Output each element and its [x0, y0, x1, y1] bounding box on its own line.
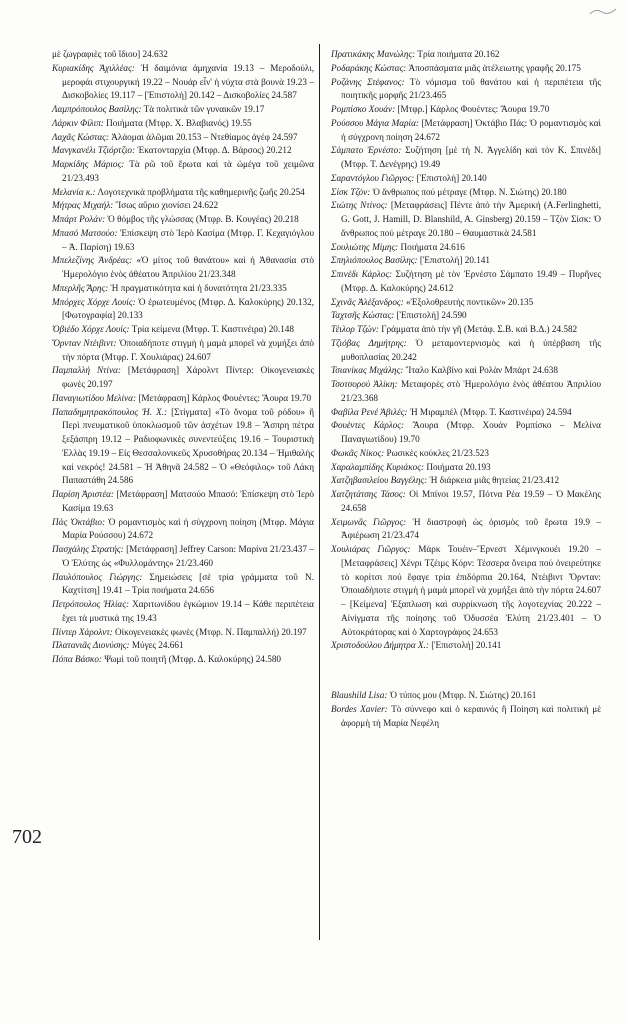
entry-text: Τὰ πολιτικὰ τῶν γυναικῶν 19.17: [143, 104, 265, 114]
entry-text: Ὁ ἐρωτευμένος (Μτφρ. Δ. Καλοκύρης) 20.132, [Φωτογραφία] 20.133: [62, 296, 315, 321]
author-name: Παρίση Ἀριστέα:: [52, 489, 114, 499]
author-name: Blaushild Lisa:: [331, 690, 388, 700]
index-entry: [52, 392, 314, 406]
author-name: Μπασό Ματσούο:: [52, 227, 118, 238]
index-entry: [331, 254, 601, 268]
author-name: Πλατανιᾶς Διονύσης:: [52, 640, 130, 651]
entry-text: Ὁ μεταμοντερνισμὸς καὶ ἡ ὑπέρβαση τῆς μυθοπλασίας 20.242: [341, 337, 601, 362]
index-entry: [331, 172, 601, 186]
author-name: Ταχτσῆς Κώστας:: [331, 310, 395, 321]
entry-text: Ποιήματα 24.616: [400, 241, 465, 252]
author-name: Μπελεζίνης Ἀνδρέας:: [52, 255, 133, 266]
index-entry: [331, 186, 601, 200]
author-name: Φουέντες Κάρλος:: [331, 420, 405, 431]
author-name: Ρομπίσκο Χουάν:: [331, 104, 396, 114]
index-entry: [331, 241, 601, 255]
author-name: Τέιλορ Τζών:: [331, 324, 379, 334]
entry-text: Χαριτωνίδου ἐγκώμιον 19.14 – Κάθε περιπέτεια ἔχει τὰ μυστικά της 19.43: [62, 599, 314, 623]
index-entry: [52, 639, 314, 653]
author-name: Μαρκίδης Μάριος:: [52, 159, 125, 169]
index-entry: [331, 461, 601, 475]
entry-text: [Ἐπιστολή] 20.140: [416, 172, 487, 183]
index-entry: [331, 364, 601, 378]
left-column: [52, 48, 314, 667]
right-column: [331, 48, 601, 730]
index-entry: [52, 48, 314, 62]
index-entry: [331, 639, 601, 653]
index-entry: [52, 488, 314, 516]
entry-text: «Ὁ μίτος τοῦ θανάτου» καὶ ἡ Ἀθανασία στὸ Ἡμερολόγιο ἑνὸς ἀθέατου Ἀπριλίου 21/23.348: [62, 255, 314, 279]
entry-text: Ψωμὶ τοῦ ποιητῆ (Μτφρ. Δ. Καλοκύρης) 24.580: [104, 654, 282, 664]
author-name: Σπηλιόπουλος Βασίλης:: [331, 255, 418, 266]
index-entry: [331, 309, 601, 323]
index-entry: [52, 254, 314, 282]
entry-text: [Μετάφραση] Χάρολντ Πίντερ: Οἰκογενειακὲς φωνὲς 20.197: [62, 365, 314, 389]
index-entry: [331, 378, 601, 406]
index-entry: [331, 543, 601, 639]
index-entry: [52, 186, 314, 200]
entry-text: [Μεταφράσεις] Πέντε ἀπὸ τὴν Ἀμερική (A.Ferlinghetti, G. Gott, J. Hamill, D. Blanshild, A. Ginsberg) 20.159 – Τζὸν Σίσκ: Ὁ ἄνθρωπος πού μέτραγε 20.180 – Θαυμαστικὰ 24.581: [341, 200, 602, 238]
index-entry: [52, 199, 314, 213]
index-entry: [52, 543, 314, 571]
author-name: Λαχᾶς Κώστας:: [52, 131, 109, 142]
entry-text: Ἀλάομαι ἀλῶμαι 20.153 – Ντεθίαμος ἀγέφ 24.597: [111, 131, 298, 142]
author-name: Πάς Ὀκτάβιο:: [52, 516, 106, 527]
entry-text: Ἄουρα (Μτφρ. Χουάν Ρομπίσκο – Μελίνα Παναγιωτίδου) 19.70: [341, 420, 601, 444]
entry-text: [Μετάφραση] Ματσούο Μπασό: Ἐπίσκεψη στὸ Ἱερὸ Κασίμα 19.63: [62, 489, 314, 513]
author-name: Χατζηβασιλείου Βαγγέλης:: [331, 475, 428, 486]
author-name: Μελανία κ.:: [52, 186, 96, 197]
author-name: Σουλιώτης Μίμης:: [331, 241, 399, 252]
entry-text: Γράμματα ἀπὸ τὴν γῆ (Μετάφ. Σ.Β. καὶ Β.Δ.) 24.582: [381, 324, 578, 334]
author-name: Μανγκανέλι Τζιόρτζιο:: [52, 145, 136, 156]
entry-text: Σημειώσεις [σὲ τρία γράμματα τοῦ Ν. Καχτίτση] 19.41 – Τρία ποιήματα 24.656: [62, 571, 314, 596]
index-entry: [331, 447, 601, 461]
entry-text: Ἡ πραγματικότητα καὶ ἡ δυνατότητα 21/23.335: [110, 282, 287, 293]
author-name: Παπαδημητρακόπουλος Ἠ. Χ.:: [52, 406, 168, 417]
author-name: Λαμπρόπουλος Βασίλης:: [52, 104, 142, 114]
entry-text: Ἐπίσκεψη στὸ Ἱερὸ Κασίμα (Μτφρ. Γ. Κεχαγιόγλου – Ἀ. Παρίση) 19.63: [62, 227, 315, 252]
index-entry: [331, 199, 601, 240]
index-entry: [52, 131, 314, 145]
author-name: Σίσκ Τζόν:: [331, 186, 371, 197]
entry-text: Τὰ ρῶ τοῦ ἔρωτα καὶ τὰ ὠμέγα τοῦ χειμῶνα 21/23.493: [62, 159, 314, 183]
entry-text: Ὁ θόμβος τῆς γλώσσας (Μτφρ. Β. Κουγέας) 20.218: [107, 214, 299, 224]
index-entry: [52, 282, 314, 296]
section-gap: [331, 653, 601, 689]
index-entry: [331, 689, 601, 703]
index-entry: [52, 158, 314, 186]
column-divider: [319, 44, 320, 940]
entry-text: [Στίγματα] «Τὸ ὄνομα τοῦ ρόδου» ἢ Περὶ πνευματικοῦ ὑποκλωσμοῦ τῶν ἀσχέτων 19.8 – Ἄσπρη πέτρα ξεξάσπρη 19.12 – Ραδιοφωνικὲς συνεντεύξεις 19.16 – Τουριστικὴ Ἑλλὰς 19.19 – Εἰς Θεσσαλονικεῦς Χρυσοθήρας 20.134 – Ἡμιθαλὴς καὶ νεκρός! 24.581 – Ἡ Ἀθηνᾶ 24.582 – Ὁ «Θεόφιλος» τοῦ Λάκη Παπαστάθη 24.586: [62, 406, 315, 486]
entry-text: Ὁ ἄνθρωπος πού μέτραγε (Μτφρ. Ν. Σιώτης) 20.180: [372, 186, 567, 197]
entry-text: Ἴσως αὔριο χιονίσει 24.622: [115, 200, 219, 211]
author-name: Ὄρνταν Ντέιβιντ:: [52, 337, 117, 348]
author-name: Πετρόπουλος Ἠλίας:: [52, 599, 130, 609]
author-name: Τσιανίκας Μιχάλης:: [331, 365, 404, 376]
entry-text: Ἡ διάρκεια μιᾶς θητείας 21/23.412: [429, 475, 560, 486]
pencil-mark: [588, 2, 618, 14]
index-entry: [52, 571, 314, 599]
entry-text: Ποιήματα (Μτφρ. Χ. Βλαβιανός) 19.55: [106, 117, 252, 128]
author-name: Φωκᾶς Νίκος:: [331, 447, 385, 458]
entry-text: Ρωσικὲς κούκλες 21/23.523: [386, 447, 489, 458]
index-entry: [331, 103, 601, 117]
entry-text: μὲ ζωγραφιὲς τοῦ ἴδιου] 24.632: [52, 49, 168, 59]
author-name: Σχινᾶς Ἀλέξανδρος:: [331, 296, 404, 307]
index-entry: [52, 213, 314, 227]
entry-text: [Ἐπιστολή] 20.141: [431, 640, 502, 651]
entry-text: Οἰκογενειακὲς φωνὲς (Μτφρ. Ν. Παμπαλλή) 20.197: [115, 626, 307, 637]
index-entry: [52, 144, 314, 158]
index-entry: [331, 406, 601, 420]
entry-text: [Ἐπιστολή] 24.590: [396, 310, 467, 321]
index-entry: [331, 488, 601, 516]
author-name: Παμπαλλὴ Ντίνα:: [52, 365, 121, 376]
entry-text: Ποιήματα 20.193: [426, 461, 491, 472]
entry-text: Μεταφορὲς στὸ Ἡμερολόγιο ἑνὸς ἀθέατου Ἀπριλίου 21/23.368: [341, 379, 601, 403]
entry-text: Μάρκ Τουέιν–Ἔρνεστ Χέμινγκουέι 19.20 – [Μεταφράσεις] Χένρι Τζέιμς Κόρν: Τέσσερα ὄνειρα πού ὀνειρεύτηκε τὸ κορίτσι πού ἔφαγε τρία ἐπιδόρπια 20.164, Ντέιβιντ Ὄρνταν: Ὁποιαδήποτε στιγμὴ ἡ μαμὰ μπορεῖ νὰ χυμήξει ἀπὸ τὴν πόρτα 24.607 – [Κείμενα] Ἐξαπλωση καὶ συρρίκνωση τῆς λογοτεχνίας 20.222 – Αἰνίγματα τῆς ποίησης τοῦ Ὀδυσσέα Ἐλύτη 21/23.401 – Ὁ Αὐτοκράτορας καὶ ὁ Χαρτογράφος 24.653: [341, 544, 601, 637]
index-entry: [52, 337, 314, 365]
entry-text: Μύγες 24.661: [131, 640, 184, 651]
entry-text: Ἡ διαστροφὴ ὡς ὁρισμὸς τοῦ ἔρωτα 19.9 – Ἀφιέρωση 21/23.474: [341, 516, 602, 541]
index-entry: [52, 626, 314, 640]
index-entry: [52, 598, 314, 626]
author-name: Ροδαράκης Κώστας:: [331, 62, 407, 73]
author-name: Μπερλῆς Ἄρης:: [52, 282, 109, 293]
entry-text: Συζήτηση μὲ τὸν Ἐρνέστο Σάμπατο 19.49 – Πυρῆνες (Μτφρ. Δ. Καλοκύρης) 24.612: [341, 269, 601, 293]
entry-text: Τρία ποιήματα 20.162: [417, 49, 500, 59]
index-entry: [331, 62, 601, 76]
author-name: Λάρκιν Φίλιπ:: [52, 117, 104, 128]
index-entry: [52, 103, 314, 117]
index-entry: [331, 268, 601, 296]
entry-text: «Ἐξολοθρευτὴς ποντικῶν» 20.135: [406, 296, 534, 307]
index-entry: [52, 323, 314, 337]
index-entry: [331, 117, 601, 145]
index-entry: [331, 703, 601, 731]
author-name: Χουλιάρας Γιῶργος:: [331, 544, 411, 554]
entry-text: Ὁποιαδήποτε στιγμὴ ἡ μαμὰ μπορεῖ νὰ χυμήξει ἀπὸ τὴν πόρτα (Μτφρ. Γ. Χουλιάρας) 24.607: [62, 337, 314, 362]
entry-text: Οἱ Μπίνοι 19.57, Πότνα Ρέα 19.59 – Ὁ Μακέλης 24.658: [341, 489, 602, 513]
author-name: Τζιόβας Δημήτρης:: [331, 337, 407, 348]
index-entry: [52, 62, 314, 103]
entry-text: [Ἐπιστολή] 20.141: [419, 255, 490, 266]
page-number: 702: [12, 826, 42, 848]
author-name: Μήτρας Μιχαήλ:: [52, 200, 114, 211]
author-name: Παναγιωτίδου Μελίνα:: [52, 392, 137, 403]
index-entry: [331, 144, 601, 172]
author-name: Σπινέδι Κάρλος:: [331, 269, 393, 279]
entry-text: [Μετάφραση] Ὀκτάβιο Πάς: Ὁ ρομαντισμὸς καὶ ἡ σύγχρονη ποίηση 24.672: [341, 117, 602, 142]
author-name: Πίντερ Χάρολντ:: [52, 626, 113, 637]
author-name: Bordes Xavier:: [331, 703, 388, 714]
index-entry: [52, 406, 314, 489]
author-name: Φαβίλα Ρενέ Ἀβιλές:: [331, 406, 408, 417]
index-entry: [331, 516, 601, 544]
author-name: Σάμπατο Ἐρνέστο:: [331, 145, 402, 156]
entry-text: Συζήτηση [μὲ τὴ Ν. Ἀγγελίδη καὶ τὸν Κ. Σπινέδι] (Μτφρ. Τ. Δενέγρης) 19.49: [341, 145, 601, 169]
index-entry: [331, 323, 601, 337]
author-name: Σιώτης Ντίνος:: [331, 200, 388, 211]
entry-text: [Μετάφραση] Jeffrey Carson: Μαρίνα 21/23.437 – Ὁ Ἐλύτης ὡς «Φυλλομάντης» 21/23.460: [62, 544, 314, 568]
author-name: Σαραντόγλου Γιῶργος:: [331, 172, 415, 183]
author-name: Μπόρχες Χόρχε Λουίς:: [52, 296, 136, 307]
entry-text: Τρία κείμενα (Μτφρ. Τ. Καστινέιρα) 20.148: [131, 324, 294, 334]
entry-text: [Μετάφραση] Κάρλος Φουέντες: Ἄουρα 19.70: [138, 392, 312, 403]
author-name: Χαραλαμπίδης Κυριάκος:: [331, 461, 425, 472]
author-name: Παυλόπουλος Γιώργης:: [52, 571, 143, 582]
author-name: Ροζάνης Στέφανος:: [331, 76, 405, 87]
index-entry: [331, 419, 601, 447]
author-name: Χειμωνᾶς Γιῶργος:: [331, 516, 407, 527]
index-entry: [331, 474, 601, 488]
author-name: Ρούσσου Μάγια Μαρία:: [331, 117, 419, 128]
index-entry: [331, 296, 601, 310]
author-name: Πρατικάκης Μανώλης:: [331, 49, 416, 59]
index-entry: [52, 653, 314, 667]
index-entry: [52, 296, 314, 324]
entry-text: Τὸ νόμισμα τοῦ θανάτου καὶ ἡ περιπέτεια τῆς ποιητικῆς μορφῆς 21/23.465: [341, 76, 601, 101]
author-name: Πόπα Βάσκο:: [52, 654, 102, 664]
index-entry: [331, 337, 601, 365]
author-name: Μπάρτ Ρολάν:: [52, 214, 106, 224]
entry-text: [Μτφρ.] Κάρλος Φουέντες: Ἄουρα 19.70: [397, 104, 550, 114]
index-entry: [331, 76, 601, 104]
author-name: Χατζητάτσης Τάσος:: [331, 489, 406, 499]
entry-text: Ἑκατονταρχία (Μτφρ. Δ. Βάρσος) 20.212: [137, 145, 292, 156]
index-entry: [52, 227, 314, 255]
index-entry: [331, 48, 601, 62]
entry-text: Ἡ Μιραμπέλ (Μτφρ. Τ. Καστινέιρα) 24.594: [409, 406, 572, 417]
entry-text: Ὁ τύπος μου (Μτφρ. Ν. Σιώτης) 20.161: [389, 690, 537, 700]
entry-text: Τὸ σύννεφο καὶ ὁ κεραυνός ἢ Ποίηση καὶ πολιτικὴ μὲ ἀφορμὴ τὴ Μαρία Νεφέλη: [341, 703, 601, 728]
entry-text: Λογοτεχνικὰ προβλήματα τῆς καθημερινῆς ζωῆς 20.254: [97, 186, 305, 197]
entry-text: Ἀποσπάσματα μιᾶς ἀτέλειωτης γραφῆς 20.175: [408, 62, 581, 73]
entry-text: Ἡ δαιμόνια ἀμηχανία 19.13 – Μεροδούλι, μεροφάι στιχουργική 19.22 – Νουάρ εἶν' ἡ νύχτα στὰ βουνὰ 19.23 – Δισκοβολίες 19.117 – [Ἐπιστολή] 20.142 – Δισκοβολίες 24.587: [62, 62, 315, 101]
index-entry: [52, 117, 314, 131]
entry-text: Ὁ ρομαντισμὸς καὶ ἡ σύγχρονη ποίηση (Μτφρ. Μάγια Μαρία Ρούσσου) 24.672: [62, 516, 314, 541]
entry-text: Ἴταλο Καλβίνο καὶ Ρολὰν Μπάρτ 24.638: [405, 365, 558, 376]
author-name: Κυριακίδης Ἀχιλλέας:: [52, 62, 135, 73]
author-name: Τσοτσορού Ἀλίκη:: [331, 379, 398, 389]
index-entry: [52, 516, 314, 544]
index-entry: [52, 364, 314, 392]
author-name: Χριστοδούλου Δήμητρα Χ.:: [331, 640, 429, 651]
author-name: Πασχάλης Στρατής:: [52, 544, 124, 554]
author-name: Ὀβιέδο Χόρχε Λουίς:: [52, 324, 130, 334]
